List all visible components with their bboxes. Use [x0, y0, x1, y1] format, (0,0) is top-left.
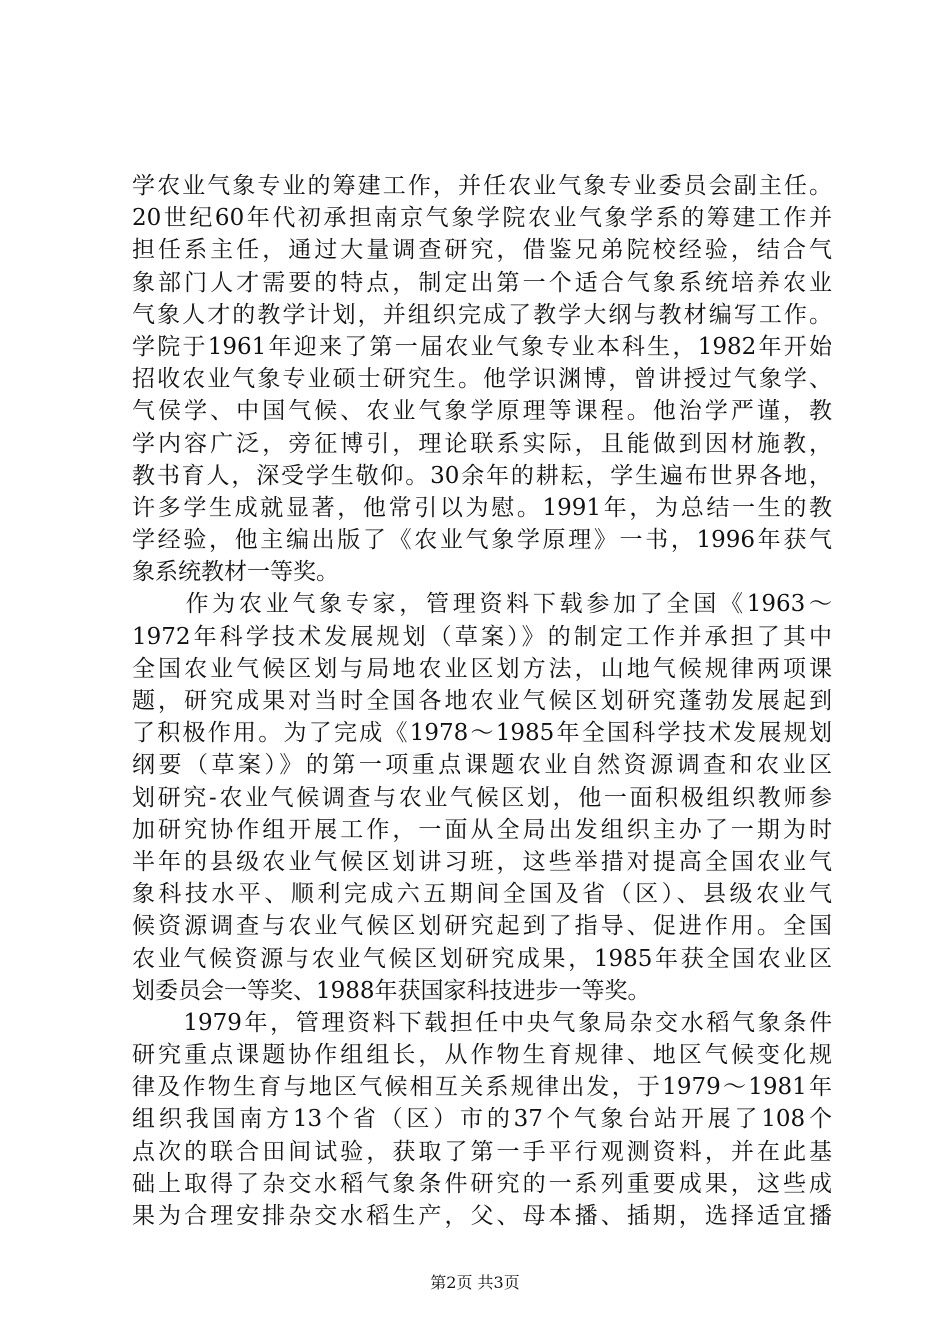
text-line: 了积极作用。为了完成《1978～1985年全国科学技术发展规划	[132, 720, 832, 747]
text-line: 农业气候资源与农业气候区划研究成果，1985年获全国农业区	[132, 945, 832, 972]
text-line: 象科技水平、顺利完成六五期间全国及省（区）、县级农业气	[132, 881, 832, 908]
text-line: 组织我国南方13个省（区）市的37个气象台站开展了108个	[132, 1106, 832, 1133]
text-line: 担任系主任，通过大量调查研究，借鉴兄弟院校经验，结合气	[132, 237, 832, 264]
text-line: 加研究协作组开展工作，一面从全局出发组织主办了一期为时	[132, 816, 832, 843]
text-line: 1979年，管理资料下载担任中央气象局杂交水稻气象条件	[132, 1009, 832, 1036]
text-line: 象部门人才需要的特点，制定出第一个适合气象系统培养农业	[132, 269, 832, 296]
text-line: 作为农业气象专家，管理资料下载参加了全国《1963～	[132, 591, 832, 618]
text-line: 招收农业气象专业硕士研究生。他学识渊博，曾讲授过气象学、	[132, 366, 832, 393]
text-line: 半年的县级农业气候区划讲习班，这些举措对提高全国农业气	[132, 848, 832, 875]
text-line: 教书育人，深受学生敬仰。30余年的耕耘，学生遍布世界各地，	[132, 462, 832, 489]
text-line: 纲要（草案）》的第一项重点课题农业自然资源调查和农业区	[132, 752, 832, 779]
text-line: 气侯学、中国气候、农业气象学原理等课程。他治学严谨，教	[132, 398, 832, 425]
text-line: 全国农业气候区划与局地农业区划方法，山地气候规律两项课	[132, 655, 832, 682]
text-line: 果为合理安排杂交水稻生产，父、母本播、插期，选择适宜播	[132, 1203, 832, 1229]
text-line: 律及作物生育与地区气候相互关系规律出发，于1979～1981年	[132, 1074, 832, 1101]
text-line: 许多学生成就显著，他常引以为慰。1991年，为总结一生的教	[132, 494, 832, 521]
text-line: 1972年科学技术发展规划（草案）》的制定工作并承担了其中	[132, 623, 832, 650]
body-text	[132, 170, 832, 1232]
text-line: 划研究-农业气候调查与农业气候区划，他一面积极组织教师参	[132, 784, 832, 811]
text-line: 题，研究成果对当时全国各地农业气候区划研究蓬勃发展起到	[132, 688, 832, 714]
text-line: 划委员会一等奖、1988年获国家科技进步一等奖。	[132, 977, 651, 1004]
page-footer: 第2页 共3页	[430, 1273, 520, 1292]
text-line: 候资源调查与农业气候区划研究起到了指导、促进作用。全国	[132, 913, 832, 940]
text-line: 学内容广泛，旁征博引，理论联系实际，且能做到因材施教，	[132, 430, 832, 457]
text-line: 础上取得了杂交水稻气象条件研究的一系列重要成果，这些成	[132, 1170, 832, 1197]
text-line: 学院于1961年迎来了第一届农业气象专业本科生，1982年开始	[132, 333, 832, 360]
text-line: 点次的联合田间试验，获取了第一手平行观测资料，并在此基	[132, 1138, 832, 1165]
text-line: 学农业气象专业的筹建工作，并任农业气象专业委员会副主任。	[132, 173, 832, 199]
text-line: 学经验，他主编出版了《农业气象学原理》一书，1996年获气	[132, 527, 832, 554]
text-line: 研究重点课题协作组组长，从作物生育规律、地区气候变化规	[132, 1042, 832, 1069]
text-line: 20世纪60年代初承担南京气象学院农业气象学系的筹建工作并	[132, 205, 832, 232]
text-line: 象系统教材一等奖。	[132, 559, 339, 586]
text-line: 气象人才的教学计划，并组织完成了教学大纲与教材编写工作。	[132, 301, 832, 328]
